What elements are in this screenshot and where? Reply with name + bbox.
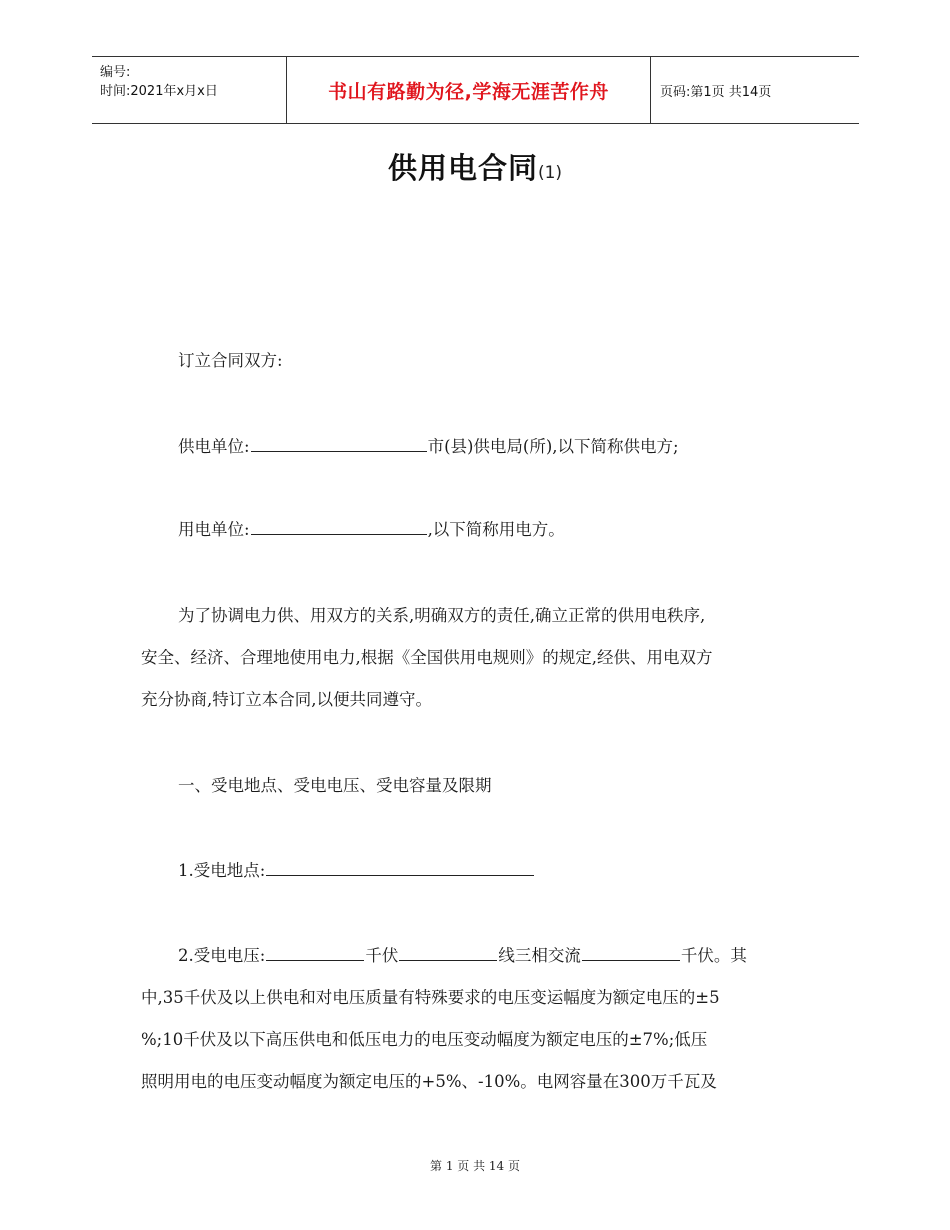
header-page-cell — [650, 57, 859, 123]
receiving-location-blank[interactable] — [266, 857, 534, 876]
item-2-unit-2: 千伏。其 — [680, 946, 747, 965]
item-2-line-2: 中,35千伏及以上供电和对电压质量有特殊要求的电压变运幅度为额定电压的±5 — [141, 988, 720, 1007]
title-sub: (1) — [537, 163, 563, 183]
header-page-info: 页码:第1页 共14页 — [660, 85, 772, 100]
supplier-label: 供电单位: — [178, 437, 250, 456]
item-2-mid: 线三相交流 — [498, 946, 581, 965]
consumer-suffix: ,以下简称用电方。 — [427, 520, 565, 539]
voltage-blank-2[interactable] — [399, 942, 497, 961]
consumer-name-blank[interactable] — [251, 516, 427, 535]
purpose-line-1: 为了协调电力供、用双方的关系,明确双方的责任,确立正常的供用电秩序, — [178, 606, 706, 625]
voltage-blank-3[interactable] — [582, 942, 680, 961]
purpose-line-3: 充分协商,特订立本合同,以便共同遵守。 — [141, 690, 432, 709]
supplier-line — [178, 426, 679, 468]
item-1-line — [178, 850, 535, 892]
parties-heading: 订立合同双方: — [178, 351, 283, 370]
document-title — [0, 146, 950, 187]
voltage-blank-1[interactable] — [266, 942, 364, 961]
page-footer: 第 1 页 共 14 页 — [430, 1159, 520, 1173]
header-motto: 书山有路勤为径,学海无涯苦作舟 — [328, 81, 609, 103]
item-1-label: 1.受电地点: — [178, 861, 266, 880]
supplier-suffix: 市(县)供电局(所),以下简称供电方; — [427, 437, 679, 456]
title-main: 供用电合同 — [387, 151, 538, 185]
document-number-label: 编号: — [100, 65, 131, 80]
document-header — [92, 56, 859, 124]
document-time-label: 时间:2021年x月x日 — [100, 84, 218, 99]
consumer-line — [178, 509, 565, 551]
purpose-line-2: 安全、经济、合理地使用电力,根据《全国供用电规则》的规定,经供、用电双方 — [141, 648, 713, 667]
item-2-line — [178, 935, 747, 977]
item-2-line-4: 照明用电的电压变动幅度为额定电压的+5%、-10%。电网容量在300万千瓦及 — [141, 1072, 717, 1091]
item-2-label: 2.受电电压: — [178, 946, 266, 965]
item-2-unit-1: 千伏 — [365, 946, 399, 965]
item-2-line-3: %;10千伏及以下高压供电和低压电力的电压变动幅度为额定电压的±7%;低压 — [141, 1030, 708, 1049]
consumer-label: 用电单位: — [178, 520, 250, 539]
section-1-heading: 一、受电地点、受电电压、受电容量及限期 — [178, 776, 492, 795]
header-meta-cell — [92, 57, 286, 123]
header-motto-cell — [286, 57, 651, 123]
supplier-name-blank[interactable] — [251, 433, 427, 452]
